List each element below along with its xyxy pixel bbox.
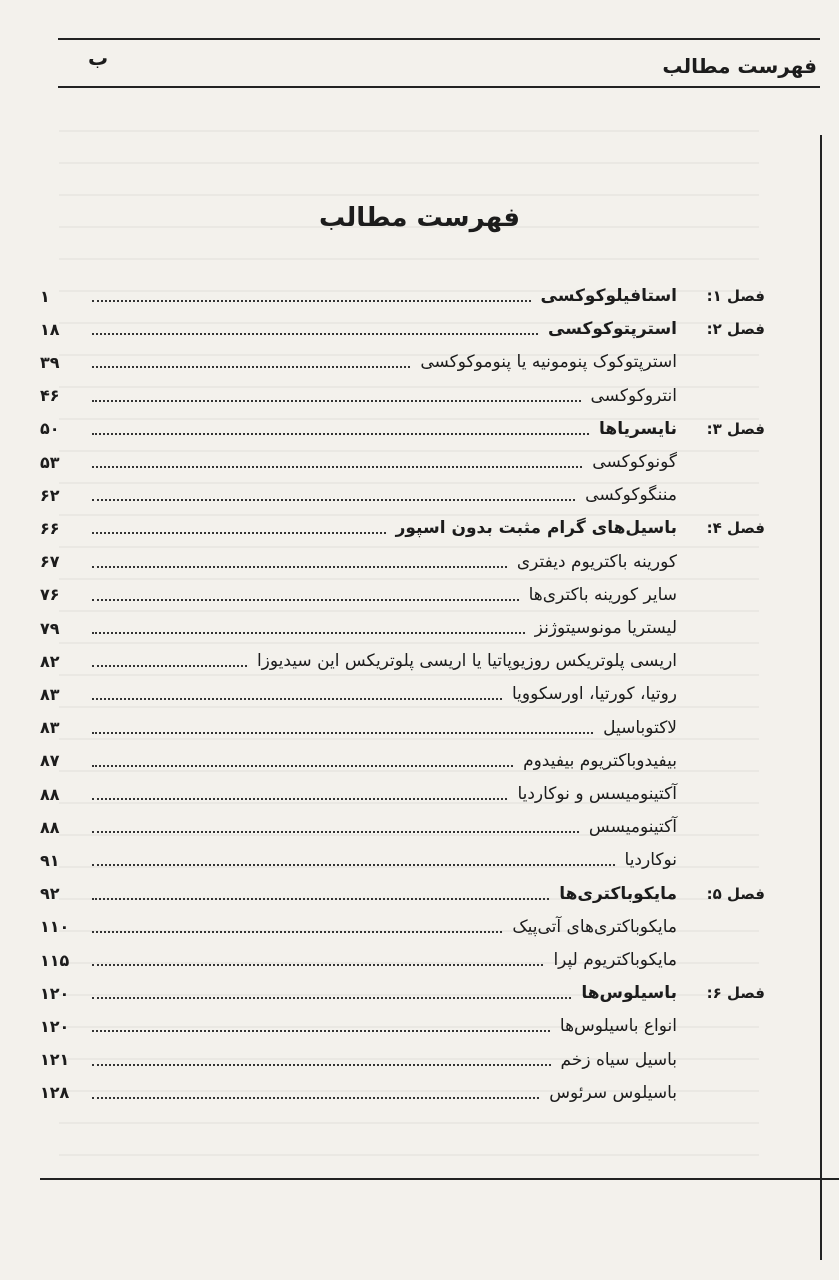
toc-entry-title: مایکوباکتری‌ها — [559, 883, 677, 904]
toc-chapter-label: فصل ۶: — [706, 984, 765, 1003]
toc-row — [40, 844, 765, 876]
toc-row — [40, 612, 765, 644]
toc-page-number: ۸۳ — [40, 684, 60, 704]
toc-entry-title: انواع باسیلوس‌ها — [559, 1016, 677, 1037]
toc-row — [40, 512, 765, 544]
toc-entry-title: مایکوباکتری‌های آتی‌پیک — [512, 916, 677, 937]
dot-leader — [92, 1064, 551, 1066]
toc-entry-title: لیستریا مونوسیتوژنز — [534, 618, 677, 638]
toc-page-number: ۸۳ — [40, 718, 60, 738]
toc-row — [40, 479, 765, 511]
toc-entry-title: بیفیدوباکتریوم بیفیدوم — [523, 750, 677, 771]
toc-row — [40, 313, 765, 345]
toc-entry-title: روتیا، کورتیا، اورسکوویا — [511, 684, 677, 705]
dot-leader — [92, 765, 513, 767]
dot-leader — [92, 798, 507, 800]
dot-leader — [92, 831, 579, 833]
toc-row — [40, 1044, 765, 1076]
toc-row — [40, 346, 765, 378]
dot-leader — [92, 964, 543, 966]
toc-row — [40, 911, 765, 943]
dot-leader — [92, 864, 615, 866]
toc-entry-title: کورینه باکتریوم دیفتری — [516, 551, 677, 572]
toc-row — [40, 280, 765, 312]
toc-row — [40, 380, 765, 412]
toc-entry-title: سایر کورینه باکتری‌ها — [528, 584, 677, 605]
toc-row — [40, 446, 765, 478]
toc-page-number: ۸۲ — [40, 651, 60, 671]
dot-leader — [92, 698, 502, 700]
toc-page-number: ۶۷ — [40, 552, 60, 572]
dot-leader — [92, 1030, 550, 1032]
toc-page-number: ۴۶ — [40, 386, 60, 406]
toc-page-number: ۱۲۰ — [40, 983, 70, 1003]
toc-page-number: ۵۰ — [40, 419, 60, 439]
toc-page-number: ۷۶ — [40, 585, 60, 605]
dot-leader — [92, 466, 582, 468]
toc-page-number: ۸۸ — [40, 817, 60, 837]
toc-page-number: ۱۲۸ — [40, 1083, 70, 1103]
toc-row — [40, 413, 765, 445]
dot-leader — [92, 898, 549, 900]
toc-page-number: ۱۱۵ — [40, 950, 70, 970]
toc-page-number: ۸۷ — [40, 751, 60, 771]
toc-row — [40, 1077, 765, 1109]
toc-page-number: ۱۸ — [40, 319, 60, 339]
toc-page-number: ۱۲۰ — [40, 1016, 70, 1036]
toc-chapter-label: فصل ۱: — [706, 287, 765, 305]
toc-row — [40, 645, 765, 677]
dot-leader — [92, 665, 247, 667]
running-header-title: فهرست مطالب — [662, 54, 817, 78]
toc-entry-title: آکتینومیسس و نوکاردیا — [517, 784, 677, 804]
toc-chapter-label: فصل ۲: — [706, 320, 765, 339]
toc-row — [40, 712, 765, 744]
toc-page-number: ۳۹ — [40, 352, 60, 372]
toc-row — [40, 944, 765, 976]
toc-page-number: ۱۲۱ — [40, 1050, 70, 1070]
dot-leader — [92, 997, 571, 999]
toc-entry-title: باسیلوس سرئوس — [549, 1082, 677, 1103]
toc-row — [40, 778, 765, 810]
toc-page-number: ۱ — [40, 286, 50, 306]
toc-page-number: ۸۸ — [40, 784, 60, 804]
page-number-letter: ب — [88, 46, 109, 70]
dot-leader — [92, 566, 507, 568]
dot-leader — [92, 532, 386, 534]
toc-entry-title: گونوکوکسی — [592, 452, 677, 472]
toc-entry-title: نایسریاها — [599, 418, 677, 439]
toc-entry-title: اریسی پلوتریکس روزیوپاتیا یا اریسی پلوتریکس این سیدیوزا — [256, 651, 677, 672]
dot-leader — [92, 931, 502, 933]
toc-entry-title: باسیلوس‌ها — [581, 983, 677, 1004]
toc-row — [40, 1010, 765, 1042]
dot-leader — [92, 400, 581, 402]
toc-chapter-label: فصل ۳: — [706, 419, 765, 438]
dot-leader — [92, 632, 525, 634]
toc-row — [40, 977, 765, 1009]
toc-row — [40, 579, 765, 611]
toc-page-number: ۷۹ — [40, 618, 60, 638]
dot-leader — [92, 366, 410, 368]
toc-entry-title: استرپتوکوکسی — [548, 319, 677, 340]
dot-leader — [92, 599, 519, 601]
toc-page-number: ۶۶ — [40, 518, 60, 538]
dot-leader — [92, 732, 593, 734]
toc-entry-title: استرپتوکوک پنومونیه یا پنوموکوکسی — [420, 352, 677, 373]
dot-leader — [92, 433, 589, 435]
toc-entry-title: باسیل‌های گرام مثبت بدون اسپور — [395, 518, 677, 539]
dot-leader — [92, 1097, 539, 1099]
toc-entry-title: لاکتوباسیل — [603, 717, 677, 738]
dot-leader — [92, 300, 531, 302]
toc-row — [40, 878, 765, 910]
toc-row — [40, 546, 765, 578]
toc-page-number: ۵۳ — [40, 452, 60, 472]
bottom-rule — [40, 1178, 839, 1180]
toc-page-number: ۹۲ — [40, 884, 60, 904]
toc-page-number: ۹۱ — [40, 850, 60, 870]
dot-leader — [92, 499, 575, 501]
toc-entry-title: مننگوکوکسی — [585, 485, 677, 506]
toc-page-number: ۶۲ — [40, 485, 60, 505]
toc-row — [40, 678, 765, 710]
toc-entry-title: نوکاردیا — [624, 850, 677, 871]
toc-entry-title: باسیل سیاه زخم — [560, 1049, 677, 1070]
toc-entry-title: استافیلوکوکسی — [540, 286, 677, 306]
toc-entry-title: آکتینومیسس — [588, 817, 677, 838]
dot-leader — [92, 333, 538, 335]
toc-row — [40, 811, 765, 843]
toc-page-number: ۱۱۰ — [40, 917, 70, 937]
toc-entry-title: مایکوباکتریوم لپرا — [553, 950, 677, 970]
toc-title: فهرست مطالب — [319, 203, 520, 233]
toc-chapter-label: فصل ۴: — [706, 519, 765, 538]
toc-chapter-label: فصل ۵: — [706, 884, 765, 903]
toc-row — [40, 745, 765, 777]
toc-entry-title: انتروکوکسی — [590, 385, 677, 406]
